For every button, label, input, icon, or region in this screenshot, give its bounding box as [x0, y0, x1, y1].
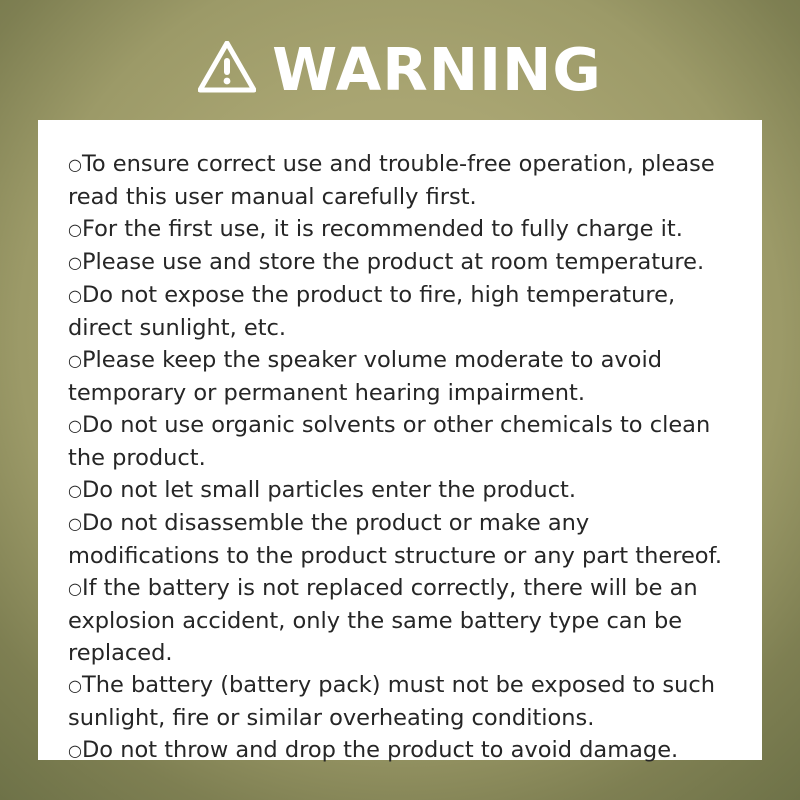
bullet-icon: ○: [68, 416, 82, 435]
bullet-icon: ○: [68, 514, 82, 533]
list-item: [68, 344, 732, 409]
list-item: [68, 507, 732, 572]
bullet-icon: ○: [68, 579, 82, 598]
list-item-text: The battery (battery pack) must not be exposed to such sunlight, fire or similar overheating conditions.: [68, 672, 723, 731]
list-item: [68, 246, 732, 279]
bullet-icon: ○: [68, 351, 82, 370]
bullet-icon: ○: [68, 741, 82, 760]
warning-triangle-icon: [198, 41, 256, 97]
warning-list: [68, 148, 732, 767]
bullet-icon: ○: [68, 286, 82, 305]
list-item-text: If the battery is not replaced correctly, there will be an explosion accident, only the same battery type can be replaced.: [68, 575, 705, 666]
bullet-icon: ○: [68, 220, 82, 239]
page-title: WARNING: [272, 34, 602, 104]
list-item: [68, 669, 732, 734]
bullet-icon: ○: [68, 481, 82, 500]
bullet-icon: ○: [68, 676, 82, 695]
list-item-text: To ensure correct use and trouble-free operation, please read this user manual carefully first.: [68, 151, 722, 210]
list-item: [68, 213, 732, 246]
list-item: [68, 734, 732, 767]
list-item-text: Do not use organic solvents or other chemicals to clean the product.: [68, 412, 718, 471]
list-item-text: Please use and store the product at room temperature.: [81, 249, 705, 275]
list-item-text: For the first use, it is recommended to fully charge it.: [81, 216, 683, 242]
list-item: [68, 474, 732, 507]
list-item: [68, 409, 732, 474]
warning-header: [198, 34, 602, 104]
list-item-text: Do not throw and drop the product to avoid damage.: [81, 737, 679, 763]
bullet-icon: ○: [68, 155, 82, 174]
list-item-text: Please keep the speaker volume moderate to avoid temporary or permanent hearing impairment.: [68, 347, 670, 406]
list-item-text: Do not disassemble the product or make any modifications to the product structure or any part thereof.: [68, 510, 722, 569]
warning-card: [38, 120, 762, 763]
list-item: [68, 572, 732, 669]
list-item: [68, 279, 732, 344]
list-item-text: Do not let small particles enter the product.: [81, 477, 577, 503]
list-item-text: Do not expose the product to fire, high temperature, direct sunlight, etc.: [68, 282, 683, 341]
list-item: [68, 148, 732, 213]
bullet-icon: ○: [68, 253, 82, 272]
